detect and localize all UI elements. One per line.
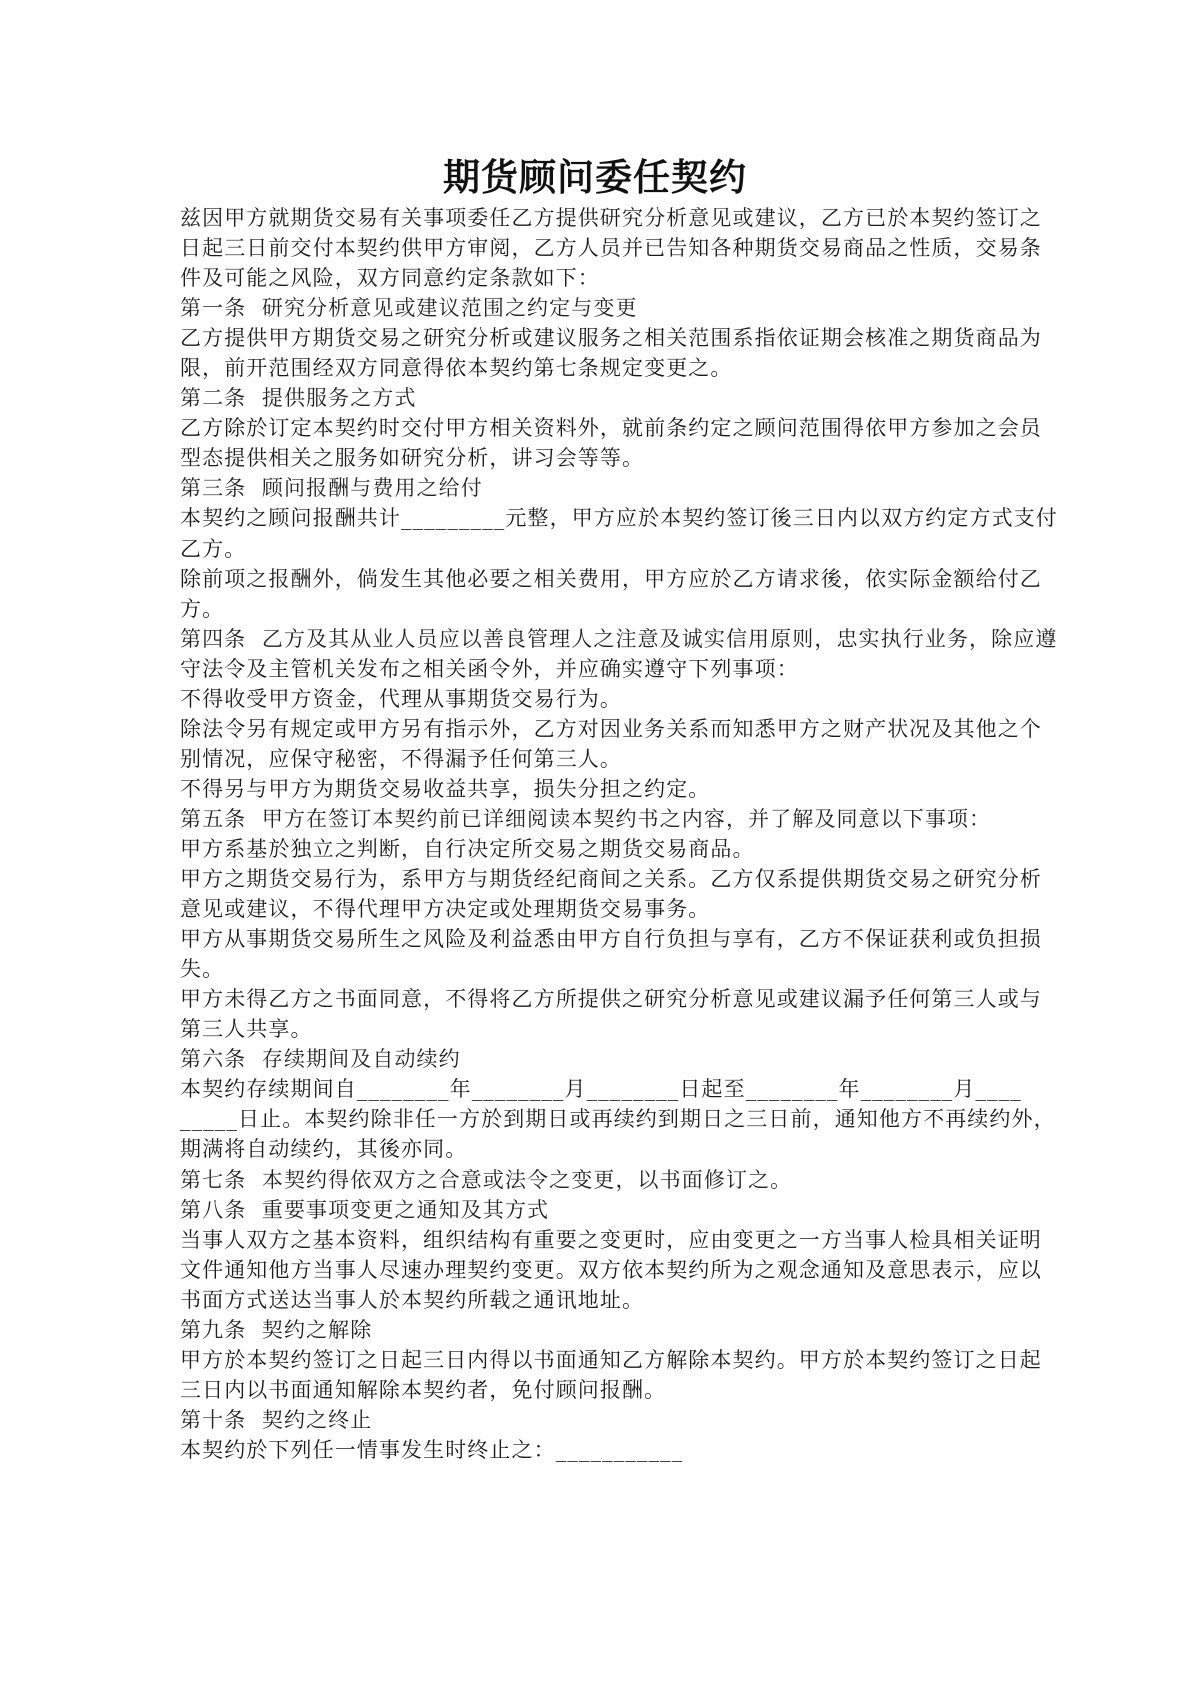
paragraph-line: 当事人双方之基本资料，组织结构有重要之变更时，应由变更之一方当事人检具相关证明 [180, 1227, 1042, 1252]
article-8-heading: 第八条 重要事项变更之通知及其方式 [180, 1197, 550, 1222]
document-body [180, 203, 1058, 1465]
paragraph-line: 第三人共享。 [180, 1017, 313, 1042]
fee-amount-line: 本契约之顾问报酬共计_________元整，甲方应於本契约签订後三日内以双方约定方式支付 [180, 506, 1058, 531]
paragraph-line: 乙方。 [180, 536, 247, 561]
paragraph-line: 三日内以书面通知解除本契约者，免付顾问报酬。 [180, 1377, 667, 1402]
paragraph-line: 乙方除於订定本契约时交付甲方相关资料外，就前条约定之顾问范围得依甲方参加之会员 [180, 416, 1042, 441]
paragraph-line: _____日止。本契约除非任一方於到期日或再续约到期日之三日前，通知他方不再续约外， [180, 1107, 1056, 1132]
article-1-heading: 第一条 研究分析意见或建议范围之约定与变更 [180, 296, 638, 321]
article-7-heading: 第七条 本契约得依双方之合意或法令之变更，以书面修订之。 [180, 1167, 793, 1192]
article-4-heading: 第四条 乙方及其从业人员应以善良管理人之注意及诚实信用原则，忠实执行业务，除应遵 [180, 626, 1058, 651]
paragraph-line: 不得另与甲方为期货交易收益共享，损失分担之约定。 [180, 776, 711, 801]
paragraph-line: 型态提供相关之服务如研究分析，讲习会等等。 [180, 446, 645, 471]
paragraph-line: 书面方式送达当事人於本契约所载之通讯地址。 [180, 1287, 645, 1312]
document-title: 期货顾问委任契约 [443, 156, 747, 199]
paragraph-line: 除法令另有规定或甲方另有指示外，乙方对因业务关系而知悉甲方之财产状况及其他之个 [180, 716, 1042, 741]
paragraph-line: 甲方系基於独立之判断，自行决定所交易之期货交易商品。 [180, 836, 755, 861]
paragraph-line: 别情况，应保守秘密，不得漏予任何第三人。 [180, 746, 622, 771]
paragraph-line: 件及可能之风险，双方同意约定条款如下： [180, 266, 600, 291]
paragraph-line: 甲方於本契约签订之日起三日内得以书面通知乙方解除本契约。甲方於本契约签订之日起 [180, 1347, 1042, 1372]
article-3-heading: 第三条 顾问报酬与费用之给付 [180, 476, 483, 501]
paragraph-line: 期满将自动续约，其後亦同。 [180, 1137, 468, 1162]
paragraph-line: 意见或建议，不得代理甲方决定或处理期货交易事务。 [180, 897, 711, 922]
term-dates-line: 本契约存续期间自________年________月________日起至________年________月____ [180, 1077, 1022, 1102]
paragraph-line: 文件通知他方当事人尽速办理契约变更。双方依本契约所为之观念通知及意思表示，应以 [180, 1257, 1042, 1282]
paragraph-line: 除前项之报酬外，倘发生其他必要之相关费用，甲方应於乙方请求後，依实际金额给付乙 [180, 566, 1042, 591]
paragraph-line: 日起三日前交付本契约供甲方审阅，乙方人员并已告知各种期货交易商品之性质，交易条 [180, 236, 1042, 261]
paragraph-line: 方。 [180, 596, 225, 621]
article-6-heading: 第六条 存续期间及自动续约 [180, 1047, 461, 1072]
paragraph-line: 甲方从事期货交易所生之风险及利益悉由甲方自行负担与享有，乙方不保证获利或负担损 [180, 927, 1042, 952]
article-10-heading: 第十条 契约之终止 [180, 1407, 373, 1432]
paragraph-line: 守法令及主管机关发布之相关函令外，并应确实遵守下列事项： [180, 656, 799, 681]
article-9-heading: 第九条 契约之解除 [180, 1317, 373, 1342]
paragraph-line: 限，前开范围经双方同意得依本契约第七条规定变更之。 [180, 356, 733, 381]
article-2-heading: 第二条 提供服务之方式 [180, 386, 417, 411]
paragraph-line: 失。 [180, 957, 225, 982]
paragraph-line: 不得收受甲方资金，代理从事期货交易行为。 [180, 686, 622, 711]
termination-line: 本契约於下列任一情事发生时终止之：___________ [180, 1437, 684, 1462]
paragraph-line: 乙方提供甲方期货交易之研究分析或建议服务之相关范围系指依证期会核准之期货商品为 [180, 326, 1042, 351]
paragraph-line: 甲方未得乙方之书面同意，不得将乙方所提供之研究分析意见或建议漏予任何第三人或与 [180, 987, 1042, 1012]
article-5-heading: 第五条 甲方在签订本契约前已详细阅读本契约书之内容，并了解及同意以下事项： [180, 806, 992, 831]
paragraph-line: 兹因甲方就期货交易有关事项委任乙方提供研究分析意见或建议，乙方已於本契约签订之 [180, 206, 1042, 230]
paragraph-line: 甲方之期货交易行为，系甲方与期货经纪商间之关系。乙方仅系提供期货交易之研究分析 [180, 867, 1042, 892]
